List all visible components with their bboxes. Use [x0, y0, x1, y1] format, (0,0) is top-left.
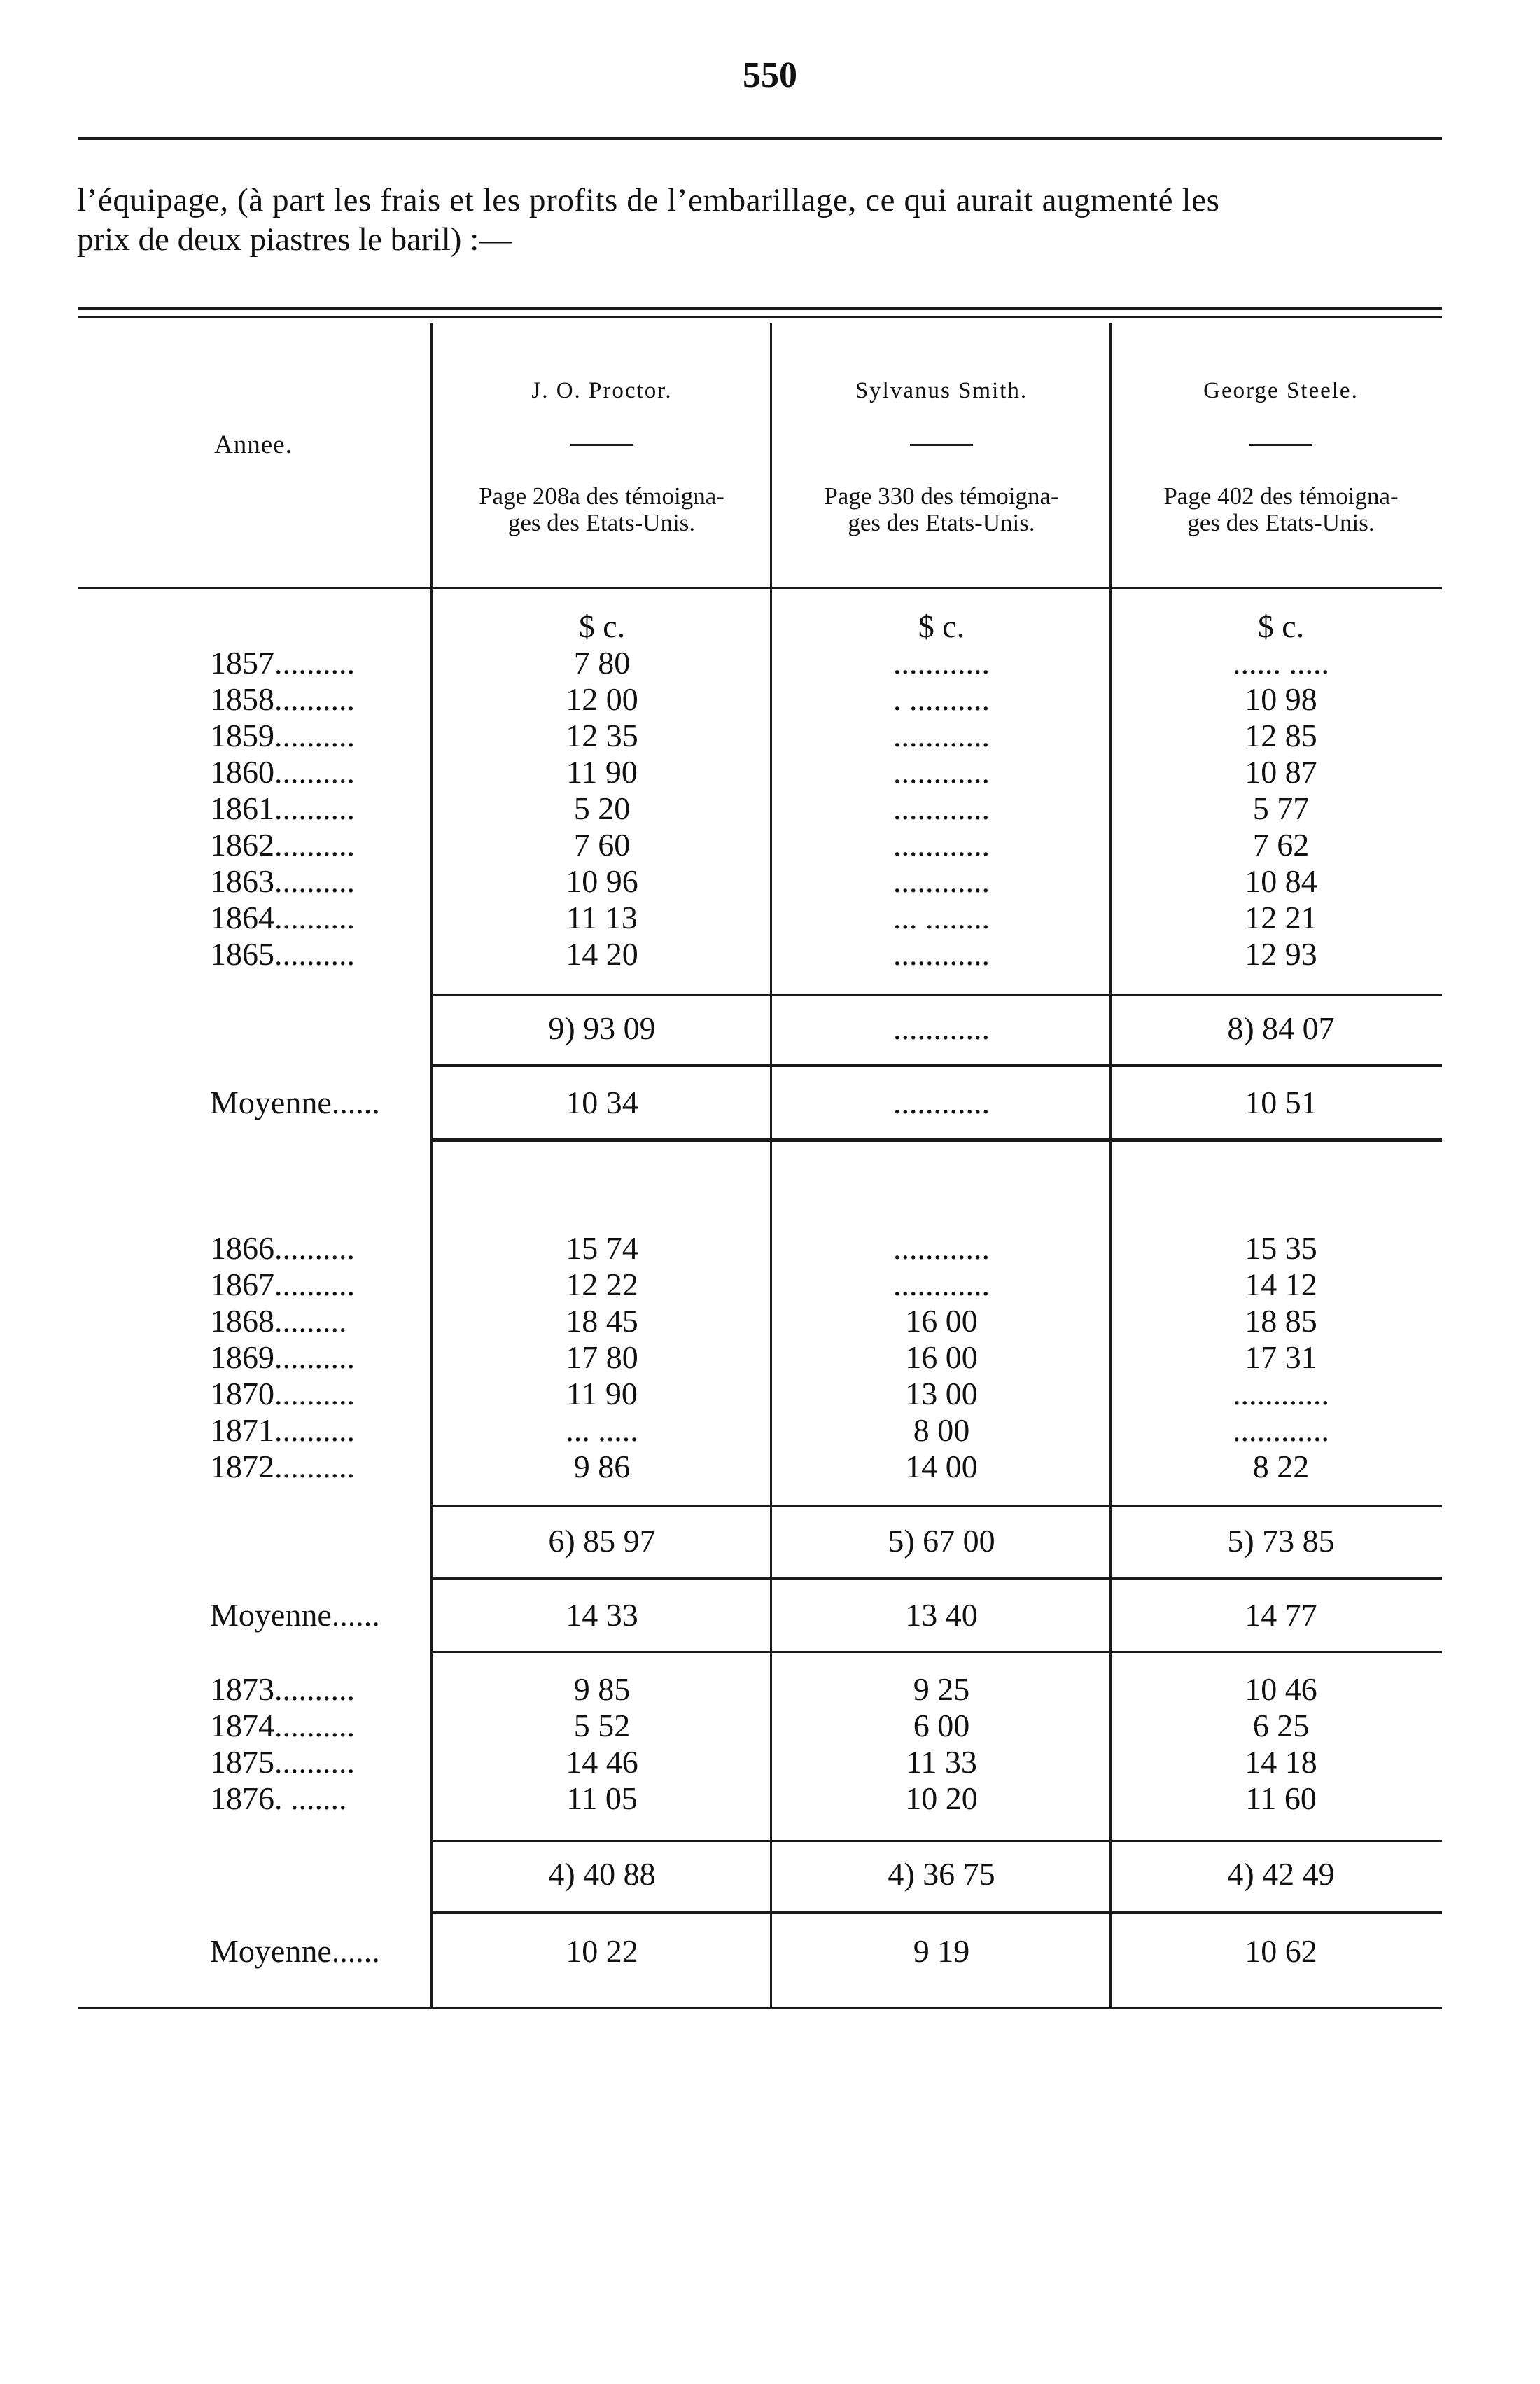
value-cell: 8 22 — [1252, 1449, 1310, 1484]
value-cell: 9 25 — [913, 1671, 970, 1707]
group-end-rule — [430, 1651, 1442, 1653]
group-end-rule — [430, 1138, 1442, 1142]
value-cell: ............ — [1233, 1376, 1329, 1411]
header-dash — [1250, 444, 1312, 446]
year-cell: 1864.......... — [210, 900, 355, 935]
value-cell: 10 20 — [905, 1780, 978, 1816]
total-cell: 6) 85 97 — [548, 1523, 656, 1559]
value-cell: 14 00 — [905, 1449, 978, 1484]
table-top-rule-thin — [78, 316, 1442, 318]
year-column-header — [78, 430, 428, 460]
value-cell: 18 85 — [1245, 1303, 1317, 1339]
average-rule — [430, 1911, 1442, 1914]
total-cell: ............ — [893, 1010, 990, 1046]
subtotal-rule — [430, 1840, 1442, 1842]
intro-line-1: l’équipage, (à part les frais et les profits de l’embarillage, ce qui aurait augmenté les — [77, 182, 1220, 218]
value-cell: 12 93 — [1245, 936, 1317, 972]
value-cell: 9 85 — [573, 1671, 631, 1707]
year-cell: 1867.......... — [210, 1267, 355, 1302]
year-cell: 1868......... — [210, 1303, 347, 1339]
column-divider — [1110, 323, 1112, 2007]
year-cell: 1872.......... — [210, 1449, 355, 1484]
value-cell: 10 87 — [1245, 754, 1317, 790]
year-cell: 1866.......... — [210, 1230, 355, 1266]
value-cell: 12 85 — [1245, 718, 1317, 753]
source-name: Sylvanus Smith. — [855, 378, 1028, 403]
value-cell: ............ — [893, 754, 990, 790]
value-cell: . .......... — [893, 681, 990, 717]
value-cell: 14 18 — [1245, 1744, 1317, 1780]
average-cell: 14 33 — [566, 1597, 638, 1633]
average-cell: 10 22 — [566, 1933, 638, 1969]
average-label: Moyenne...... — [210, 1085, 380, 1120]
value-cell: 12 00 — [566, 681, 638, 717]
intro-paragraph — [77, 181, 1449, 259]
value-cell: 14 46 — [566, 1744, 638, 1780]
value-cell: 12 35 — [566, 718, 638, 753]
average-cell: 9 19 — [913, 1933, 970, 1969]
header-dash — [910, 444, 973, 446]
value-cell: ... ..... — [566, 1412, 638, 1448]
value-cell: 7 62 — [1252, 827, 1310, 863]
header-bottom-rule — [78, 587, 1442, 589]
source-page-ref — [770, 483, 1113, 536]
value-cell: 14 12 — [1245, 1267, 1317, 1302]
value-cell: 11 60 — [1245, 1780, 1317, 1816]
value-cell: 15 74 — [566, 1230, 638, 1266]
total-cell: 9) 93 09 — [548, 1010, 656, 1046]
table-top-rule — [78, 307, 1442, 310]
year-cell: 1865.......... — [210, 936, 355, 972]
value-cell: 11 13 — [566, 900, 638, 935]
year-cell: 1859.......... — [210, 718, 355, 753]
year-cell: 1876. ....... — [210, 1780, 347, 1816]
value-cell: ...... ..... — [1233, 645, 1329, 681]
value-cell: ... ........ — [893, 900, 990, 935]
value-cell: ............ — [893, 936, 990, 972]
value-cell: 15 35 — [1245, 1230, 1317, 1266]
value-cell: ............ — [893, 1230, 990, 1266]
average-cell: 14 77 — [1245, 1597, 1317, 1633]
currency-label: $ c. — [918, 608, 965, 644]
source-page-ref — [428, 483, 775, 536]
value-cell: ............ — [893, 1267, 990, 1302]
year-cell: 1874.......... — [210, 1708, 355, 1743]
average-cell: ............ — [893, 1085, 990, 1120]
page-number: 550 — [743, 55, 797, 95]
currency-label: $ c. — [578, 608, 626, 644]
value-cell: 10 98 — [1245, 681, 1317, 717]
source-page-line-1: Page 330 des témoigna- — [824, 482, 1059, 510]
subtotal-rule — [430, 994, 1442, 996]
average-rule — [430, 1577, 1442, 1580]
year-cell: 1870.......... — [210, 1376, 355, 1411]
source-page-line-2: ges des Etats-Unis. — [848, 509, 1035, 536]
source-name: George Steele. — [1203, 378, 1359, 403]
value-cell: 7 80 — [573, 645, 631, 681]
value-cell: ............ — [893, 790, 990, 826]
value-cell: 5 52 — [573, 1708, 631, 1743]
value-cell: ............ — [893, 863, 990, 899]
value-cell: 6 00 — [913, 1708, 970, 1743]
value-cell: 11 90 — [566, 754, 638, 790]
source-header — [1113, 378, 1449, 404]
value-cell: 10 46 — [1245, 1671, 1317, 1707]
total-cell: 4) 42 49 — [1227, 1856, 1335, 1892]
total-cell: 4) 36 75 — [888, 1856, 995, 1892]
year-cell: 1861.......... — [210, 790, 355, 826]
total-cell: 8) 84 07 — [1227, 1010, 1335, 1046]
average-cell: 13 40 — [905, 1597, 978, 1633]
header-dash — [570, 444, 634, 446]
source-page-line-2: ges des Etats-Unis. — [1187, 509, 1375, 536]
value-cell: ............ — [1233, 1412, 1329, 1448]
average-cell: 10 34 — [566, 1085, 638, 1120]
source-name: J. O. Proctor. — [531, 378, 673, 403]
total-cell: 5) 73 85 — [1227, 1523, 1335, 1559]
year-cell: 1858.......... — [210, 681, 355, 717]
value-cell: 11 90 — [566, 1376, 638, 1411]
year-header-label: Annee. — [214, 431, 293, 459]
year-cell: 1863.......... — [210, 863, 355, 899]
year-cell: 1860.......... — [210, 754, 355, 790]
value-cell: 14 20 — [566, 936, 638, 972]
average-cell: 10 51 — [1245, 1085, 1317, 1120]
value-cell: 5 20 — [573, 790, 631, 826]
value-cell: 11 33 — [906, 1744, 977, 1780]
year-cell: 1862.......... — [210, 827, 355, 863]
source-header — [774, 378, 1110, 404]
value-cell: 5 77 — [1252, 790, 1310, 826]
value-cell: 17 80 — [566, 1339, 638, 1375]
value-cell: 6 25 — [1252, 1708, 1310, 1743]
value-cell: 12 22 — [566, 1267, 638, 1302]
average-label: Moyenne...... — [210, 1933, 380, 1969]
value-cell: ............ — [893, 827, 990, 863]
year-cell: 1871.......... — [210, 1412, 355, 1448]
value-cell: 18 45 — [566, 1303, 638, 1339]
value-cell: ............ — [893, 645, 990, 681]
year-cell: 1869.......... — [210, 1339, 355, 1375]
value-cell: 13 00 — [905, 1376, 978, 1411]
table-bottom-rule — [78, 2007, 1442, 2009]
source-page-line-2: ges des Etats-Unis. — [507, 509, 696, 536]
value-cell: 10 96 — [566, 863, 638, 899]
subtotal-rule — [430, 1505, 1442, 1507]
average-rule — [430, 1064, 1442, 1067]
source-page-line-1: Page 402 des témoigna- — [1163, 482, 1399, 510]
total-cell: 4) 40 88 — [548, 1856, 656, 1892]
year-cell: 1875.......... — [210, 1744, 355, 1780]
year-cell: 1873.......... — [210, 1671, 355, 1707]
source-page-ref — [1110, 483, 1452, 536]
source-page-line-1: Page 208a des témoigna- — [479, 482, 724, 510]
value-cell: 8 00 — [913, 1412, 970, 1448]
average-label: Moyenne...... — [210, 1597, 380, 1633]
currency-label: $ c. — [1257, 608, 1305, 644]
average-cell: 10 62 — [1245, 1933, 1317, 1969]
total-cell: 5) 67 00 — [888, 1523, 995, 1559]
value-cell: 16 00 — [905, 1339, 978, 1375]
value-cell: ............ — [893, 718, 990, 753]
value-cell: 11 05 — [566, 1780, 638, 1816]
value-cell: 10 84 — [1245, 863, 1317, 899]
value-cell: 12 21 — [1245, 900, 1317, 935]
column-divider — [770, 323, 772, 2007]
value-cell: 7 60 — [573, 827, 631, 863]
value-cell: 9 86 — [573, 1449, 631, 1484]
column-divider — [430, 323, 433, 2007]
value-cell: 16 00 — [905, 1303, 978, 1339]
header-rule — [78, 137, 1442, 140]
year-cell: 1857.......... — [210, 645, 355, 681]
source-header — [434, 378, 770, 404]
value-cell: 17 31 — [1245, 1339, 1317, 1375]
intro-line-2: prix de deux piastres le baril) :— — [77, 221, 512, 258]
